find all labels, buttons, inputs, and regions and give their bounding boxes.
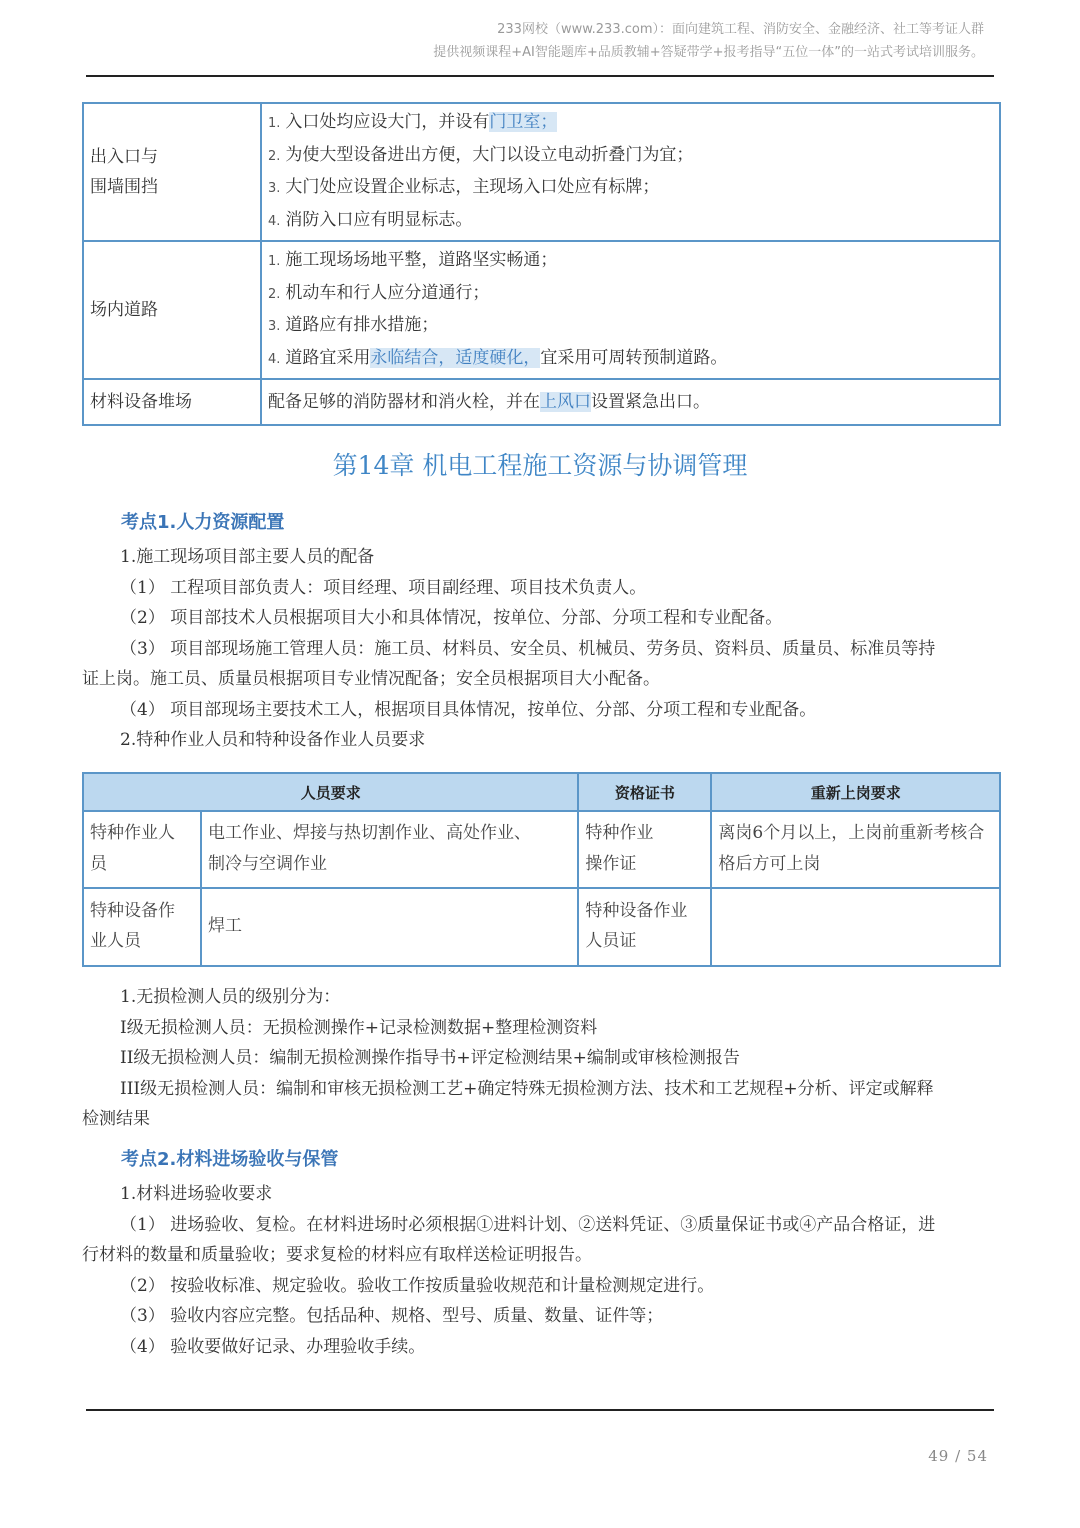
table-header-row xyxy=(83,773,1000,811)
paragraph: 1.施工现场项目部主要人员的配备 xyxy=(120,547,375,567)
table-row xyxy=(83,811,1000,888)
row-label: 场内道路 xyxy=(83,241,261,379)
paragraph: II级无损检测人员：编制无损检测操作指导书+评定检测结果+编制或审核检测报告 xyxy=(120,1048,740,1068)
paragraph: 证上岗。施工员、质量员根据项目专业情况配备；安全员根据项目大小配备。 xyxy=(82,669,660,689)
table-cell: 焊工 xyxy=(201,888,578,966)
list-item: 4. 道路宜采用永临结合，适度硬化，宜采用可周转预制道路。 xyxy=(268,347,728,368)
table-cell: 特种作业 操作证 xyxy=(578,811,711,888)
table-cell: 离岗6个月以上，上岗前重新考核合 格后方可上岗 xyxy=(711,811,1000,888)
paragraph: III级无损检测人员：编制和审核无损检测工艺+确定特殊无损检测方法、技术和工艺规程+分析、评定或解释 xyxy=(120,1078,934,1099)
highlight: 永临结合，适度硬化， xyxy=(370,347,541,368)
special-personnel-table xyxy=(82,772,1001,967)
table-cell xyxy=(711,888,1000,966)
paragraph: （2） 按验收标准、规定验收。验收工作按质量验收规范和计量检测规定进行。 xyxy=(120,1275,715,1296)
paragraph: （1） 工程项目部负责人：项目经理、项目副经理、项目技术负责人。 xyxy=(120,577,647,598)
table-row xyxy=(83,103,1000,241)
ndt-levels xyxy=(82,982,982,1135)
paragraph: 1.材料进场验收要求 xyxy=(120,1184,273,1204)
section-heading: 考点2.材料进场验收与保管 xyxy=(121,1149,339,1170)
list-item: 4. 消防入口应有明显标志。 xyxy=(268,209,473,230)
list-item: 3. 大门处应设置企业标志，主现场入口处应有标牌； xyxy=(268,177,660,197)
paragraph: I级无损检测人员：无损检测操作+记录检测数据+整理检测资料 xyxy=(120,1017,598,1038)
table-cell: 电工作业、焊接与热切割作业、高处作业、 制冷与空调作业 xyxy=(201,811,578,888)
column-header: 人员要求 xyxy=(83,773,578,811)
site-layout-table xyxy=(82,102,1001,426)
paragraph: 检测结果 xyxy=(82,1109,150,1129)
column-header: 重新上岗要求 xyxy=(711,773,1000,811)
row-label: 材料设备堆场 xyxy=(83,379,261,425)
row-label: 出入口与 围墙围挡 xyxy=(83,103,261,241)
list-item: 3. 道路应有排水措施； xyxy=(268,315,439,335)
table-row xyxy=(83,379,1000,425)
paragraph: （1） 进场验收、复检。在材料进场时必须根据①进料计划、②送料凭证、③质量保证书或④产品合格证，进 xyxy=(120,1214,936,1235)
table-row xyxy=(83,241,1000,379)
section-body xyxy=(82,1179,982,1362)
paragraph: （3） 项目部现场施工管理人员：施工员、材料员、安全员、机械员、劳务员、资料员、质量员、标准员等持 xyxy=(120,638,936,659)
chapter-title: 第14章 机电工程施工资源与协调管理 xyxy=(332,451,748,480)
highlight: 门卫室； xyxy=(489,112,558,132)
paragraph: 2.特种作业人员和特种设备作业人员要求 xyxy=(120,730,426,750)
paragraph: 1.无损检测人员的级别分为： xyxy=(120,987,341,1007)
table-cell: 特种作业人 员 xyxy=(83,811,201,888)
list-item: 2. 为使大型设备进出方便，大门以设立电动折叠门为宜； xyxy=(268,144,694,165)
section-body xyxy=(82,542,982,756)
table-cell: 特种设备作业 人员证 xyxy=(578,888,711,966)
highlight: 上风口 xyxy=(540,391,591,412)
footer-rule xyxy=(86,1409,994,1411)
column-header: 资格证书 xyxy=(578,773,711,811)
header-rule xyxy=(86,75,994,77)
table-cell: 特种设备作 业人员 xyxy=(83,888,201,966)
header-line-1: 233网校（www.233.com）：面向建筑工程、消防安全、金融经济、社工等考证人群 xyxy=(497,22,984,37)
section-heading: 考点1.人力资源配置 xyxy=(121,512,285,533)
list-item: 1. 入口处均应设大门，并设有门卫室； xyxy=(268,112,558,132)
header-line-2: 提供视频课程+AI智能题库+品质教辅+答疑带学+报考指导“五位一体”的一站式考试培训服务。 xyxy=(433,45,984,60)
table-row xyxy=(83,888,1000,966)
paragraph: （3） 验收内容应完整。包括品种、规格、型号、质量、数量、证件等； xyxy=(120,1306,664,1326)
paragraph: （4） 项目部现场主要技术工人，根据项目具体情况，按单位、分部、分项工程和专业配备。 xyxy=(120,699,817,720)
list-item: 2. 机动车和行人应分道通行； xyxy=(268,282,490,303)
page-number: 49 / 54 xyxy=(928,1447,988,1465)
paragraph: （4） 验收要做好记录、办理验收手续。 xyxy=(120,1336,426,1357)
row-content xyxy=(261,103,1000,241)
page-header xyxy=(433,18,984,64)
row-content: 配备足够的消防器材和消火栓，并在上风口设置紧急出口。 xyxy=(261,379,1000,425)
paragraph: 行材料的数量和质量验收；要求复检的材料应有取样送检证明报告。 xyxy=(82,1245,592,1265)
paragraph: （2） 项目部技术人员根据项目大小和具体情况，按单位、分部、分项工程和专业配备。 xyxy=(120,608,783,628)
list-item: 1. 施工现场场地平整，道路坚实畅通； xyxy=(268,250,558,270)
row-content xyxy=(261,241,1000,379)
